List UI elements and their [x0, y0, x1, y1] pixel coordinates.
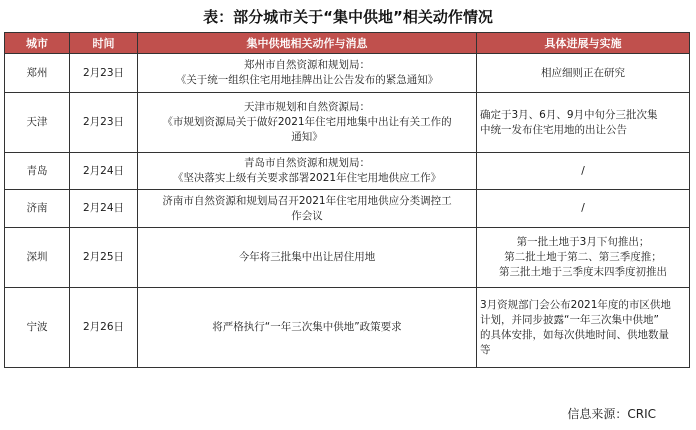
table-row [5, 190, 690, 228]
cell-progress [477, 288, 690, 368]
progress-line: 第一批土地于3月下旬推出； [516, 236, 650, 248]
cell-date: 2月26日 [70, 288, 138, 368]
progress-line: 中统一发布住宅用地的出让公告 [480, 123, 627, 136]
news-line: 郑州市自然资源和规划局： [244, 59, 370, 71]
progress-line: 相应细则正在研究 [541, 66, 625, 79]
city-land-supply-table [4, 32, 690, 368]
cell-progress [477, 153, 690, 190]
cell-city: 深圳 [5, 228, 70, 288]
progress-line: 等 [480, 343, 491, 356]
news-line: 今年将三批集中出让居住用地 [238, 251, 376, 263]
cell-news [138, 93, 477, 153]
cell-date: 2月23日 [70, 93, 138, 153]
cell-progress [477, 228, 690, 288]
progress-line: 3月资规部门会公布2021年度的市区供地 [480, 298, 671, 311]
header-date: 时间 [70, 33, 138, 54]
news-line: 作会议 [291, 209, 323, 222]
cell-news [138, 153, 477, 190]
news-line: 天津市规划和自然资源局： [244, 101, 370, 113]
cell-date: 2月23日 [70, 54, 138, 93]
news-line: 《关于统一组织住宅用地挂牌出让公告发布的紧急通知》 [175, 74, 439, 86]
cell-city: 青岛 [5, 153, 70, 190]
progress-line: 的具体安排，如每次供地时间、供地数量 [480, 328, 669, 341]
cell-news [138, 54, 477, 93]
header-progress: 具体进展与实施 [477, 33, 690, 54]
cell-city: 天津 [5, 93, 70, 153]
progress-line: 确定于3月、6月、9月中旬分三批次集 [480, 108, 658, 121]
progress-line: 计划，并同步披露“一年三次集中供地” [480, 313, 659, 326]
cell-progress [477, 54, 690, 93]
news-line: 济南市自然资源和规划局召开2021年住宅用地供应分类调控工 [162, 194, 452, 207]
cell-progress [477, 93, 690, 153]
cell-city: 郑州 [5, 54, 70, 93]
table-row [5, 288, 690, 368]
table-row [5, 54, 690, 93]
header-row [5, 33, 690, 54]
cell-news [138, 228, 477, 288]
news-line: 将严格执行“一年三次集中供地”政策要求 [212, 321, 402, 333]
source-note: 信息来源：CRIC [567, 407, 656, 421]
cell-date: 2月25日 [70, 228, 138, 288]
progress-line: / [581, 164, 585, 177]
cell-city: 宁波 [5, 288, 70, 368]
cell-news [138, 288, 477, 368]
news-line: 《坚决落实上级有关要求部署2021年住宅用地供应工作》 [172, 172, 442, 184]
cell-progress [477, 190, 690, 228]
cell-news [138, 190, 477, 228]
progress-line: 第三批土地于三季度末四季度初推出 [499, 266, 667, 278]
table-row [5, 228, 690, 288]
progress-line: 第二批土地于第二、第三季度推； [504, 251, 662, 263]
table-row [5, 93, 690, 153]
news-line: 青岛市自然资源和规划局： [244, 157, 370, 169]
news-line: 《市规划资源局关于做好2021年住宅用地集中出让有关工作的 [162, 116, 452, 128]
cell-date: 2月24日 [70, 153, 138, 190]
table-row [5, 153, 690, 190]
cell-date: 2月24日 [70, 190, 138, 228]
header-city: 城市 [5, 33, 70, 54]
cell-city: 济南 [5, 190, 70, 228]
progress-line: / [581, 202, 585, 214]
table-title: 表：部分城市关于“集中供地”相关动作情况 [203, 8, 493, 26]
news-line: 通知》 [291, 131, 323, 143]
header-news: 集中供地相关动作与消息 [138, 33, 477, 54]
